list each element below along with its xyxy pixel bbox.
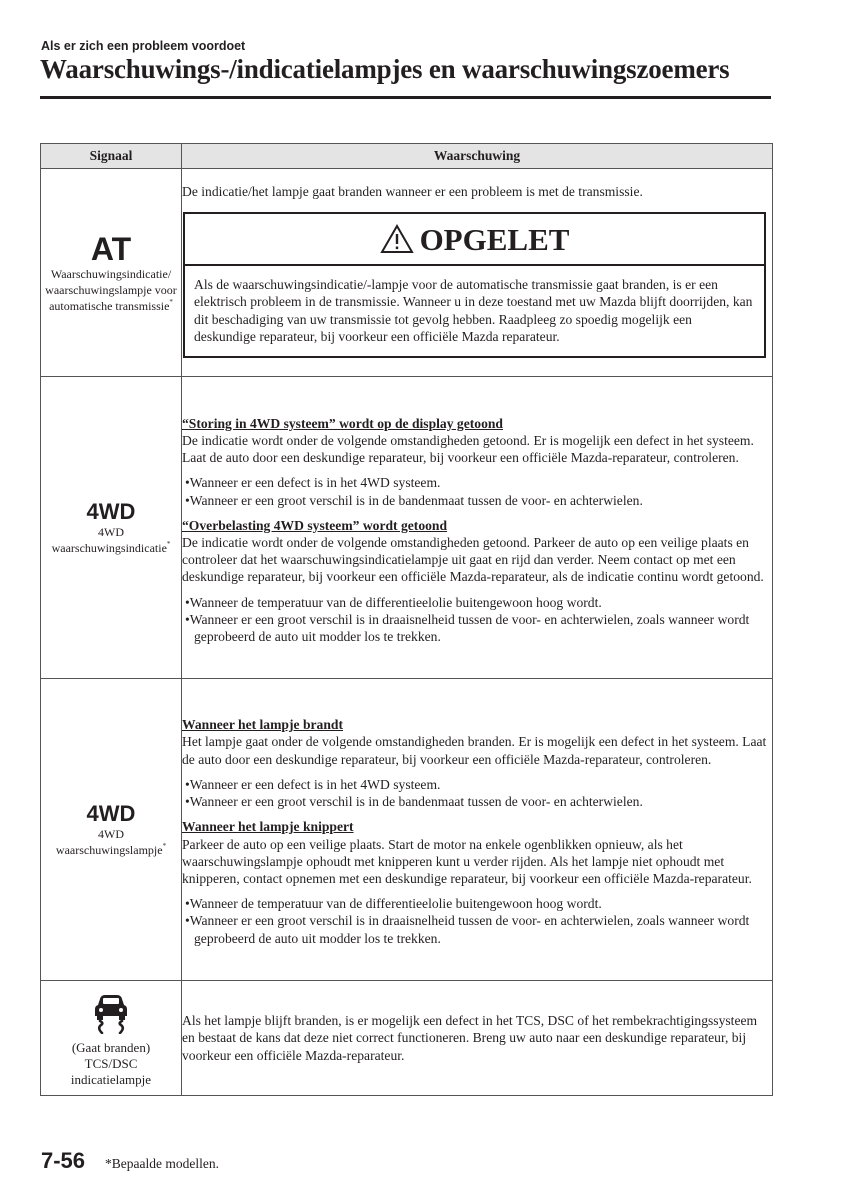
subheading: Wanneer het lampje knippert [182, 819, 354, 835]
signal-label-line2: TCS/DSC [84, 1056, 138, 1071]
paragraph: De indicatie wordt onder de volgende omstandigheden getoond. Er is mogelijk een defect in het systeem. Laat de auto door een deskundige reparateur, bij voorkeur een officiële Mazda-reparateur, controleren. [182, 432, 754, 466]
signal-label-line1: 4WD [98, 524, 124, 539]
signal-label: Waarschuwingsindicatie/ waarschuwingslampje voor automatische transmissie [45, 266, 177, 313]
table-header-row [41, 144, 773, 169]
title-rule [40, 96, 771, 99]
bullet-item: •Wanneer er een groot verschil is in de bandenmaat tussen de voor- en achterwielen. [185, 492, 643, 508]
at-warning-symbol: AT [90, 230, 132, 267]
paragraph: De indicatie wordt onder de volgende omstandigheden getoond. Parkeer de auto op een veilige plaats en controleer dat het waarschuwingsindicatielampje uit gaat en rijd dan verder. Neem contact op met een deskundige reparateur, bij voorkeur een officiële Mazda-reparateur, als de indicatie continu wordt getoond. [182, 535, 764, 585]
paragraph: Als het lampje blijft branden, is er mogelijk een defect in het TCS, DSC of het rembekrachtigingssysteem en bestaat de kans dat deze niet correct functioneren. Breng uw auto naar een deskundige reparateur, bij voorkeur een officiële Mazda-reparateur. [182, 1013, 758, 1063]
caution-box [183, 212, 766, 358]
bullet-item: •Wanneer er een defect is in het 4WD systeem. [185, 475, 441, 491]
warning-cell [182, 679, 773, 981]
subheading: “Storing in 4WD systeem” wordt op de display getoond [182, 415, 503, 431]
table-row [41, 981, 773, 1096]
caution-header [185, 214, 764, 266]
4wd-warning-symbol: 4WD [86, 800, 136, 826]
column-header-warning: Waarschuwing [182, 144, 773, 169]
column-header-signal: Signaal [41, 144, 182, 169]
signal-label-line1: (Gaat branden) [71, 1040, 151, 1055]
table-row [41, 377, 773, 679]
warning-cell [182, 981, 773, 1096]
footnote: *Bepaalde modellen. [105, 1156, 220, 1171]
signal-cell [41, 169, 182, 377]
table-row [41, 679, 773, 981]
warning-cell [182, 169, 773, 377]
bullet-item: •Wanneer er een defect is in het 4WD systeem. [185, 776, 441, 792]
bullet-item: •Wanneer er een groot verschil is in de bandenmaat tussen de voor- en achterwielen. [185, 794, 643, 810]
paragraph: Parkeer de auto op een veilige plaats. Start de motor na enkele ogenblikken opnieuw, als het waarschuwingslampje ophoudt met knipperen kunt u verder rijden. Als het lampje niet ophoudt met knipperen, contact opnemen met een deskundige reparateur, bij voorkeur een officiële Mazda-reparateur. [182, 836, 752, 886]
page-number: 7-56 [41, 1148, 86, 1173]
paragraph: Het lampje gaat onder de volgende omstandigheden branden. Er is mogelijk een defect in het systeem. Laat de auto door een deskundige reparateur, bij voorkeur een officiële Mazda-reparateur, controleren. [182, 734, 767, 767]
warning-triangle-icon [380, 224, 414, 254]
signal-label-line3: indicatielampje [70, 1072, 152, 1087]
signal-label-line2: waarschuwingslampje [55, 842, 163, 857]
table-row [41, 169, 773, 377]
warning-cell [182, 377, 773, 679]
subheading: “Overbelasting 4WD systeem” wordt getoond [182, 517, 448, 533]
bullet-item: •Wanneer de temperatuur van de differentieelolie buitengewoon hoog wordt. [185, 594, 602, 610]
4wd-warning-symbol: 4WD [86, 498, 136, 524]
bullet-item: •Wanneer de temperatuur van de differentieelolie buitengewoon hoog wordt. [185, 896, 602, 912]
intro-text: De indicatie/het lampje gaat branden wanneer er een probleem is met de transmissie. [182, 183, 643, 199]
footer [41, 1148, 219, 1174]
signal-cell [41, 981, 182, 1096]
asterisk: * [166, 539, 171, 548]
subheading: Wanneer het lampje brandt [182, 717, 343, 733]
signal-label-line1: 4WD [98, 826, 124, 841]
page-title: Waarschuwings-/indicatielampjes en waarschuwingszoemers [40, 54, 730, 84]
asterisk: * [169, 297, 173, 306]
warning-table [40, 143, 773, 1096]
signal-label-line2: waarschuwingsindicatie [51, 540, 167, 555]
asterisk: * [162, 841, 167, 850]
signal-cell [41, 377, 182, 679]
section-label: Als er zich een probleem voordoet [41, 39, 246, 53]
bullet-item: •Wanneer er een groot verschil is in draaisnelheid tussen de voor- en achterwielen, zoals wanneer wordt geprobeerd de auto uit modder los te trekken. [185, 611, 750, 645]
signal-cell [41, 679, 182, 981]
caution-title: OPGELET [419, 221, 570, 257]
bullet-item: •Wanneer er een groot verschil is in draaisnelheid tussen de voor- en achterwielen, zoals wanneer wordt geprobeerd de auto uit modder los te trekken. [185, 913, 750, 946]
skidding-car-icon [93, 994, 129, 1034]
caution-body: Als de waarschuwingsindicatie/-lampje voor de automatische transmissie gaat branden, is er een elektrisch probleem in de transmissie. Wanneer u in deze toestand met uw Mazda blijft doorrijden, kan dit beschadiging van uw transmissie tot gevolg hebben. Raadpleeg zo spoedig mogelijk een deskundige reparateur, bij voorkeur een officiële Mazda reparateur. [194, 277, 753, 344]
